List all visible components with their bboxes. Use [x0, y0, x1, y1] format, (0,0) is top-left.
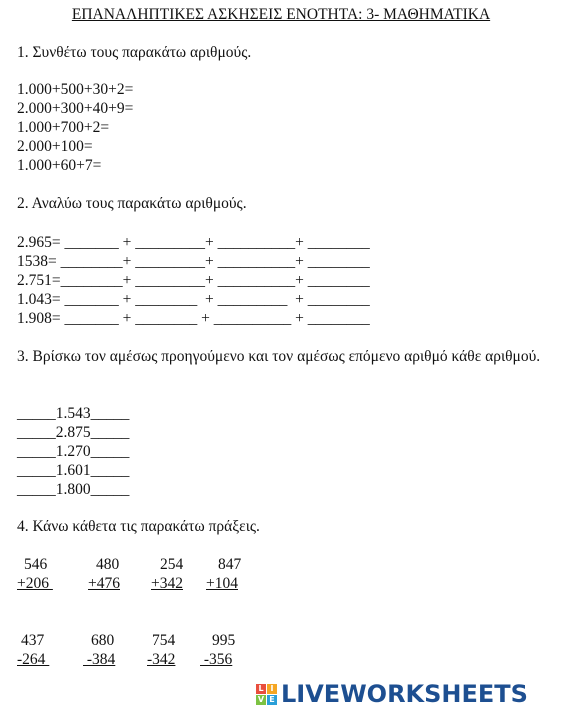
addition-top-number: 847: [218, 556, 242, 573]
addition-top-number: 480: [96, 556, 120, 573]
live-icon: [256, 684, 277, 705]
exercise1-item: 1.000+700+2=: [17, 119, 110, 136]
exercise1-item: 2.000+100=: [17, 138, 93, 155]
liveworksheets-logo: [256, 680, 528, 708]
exercise3-item[interactable]: _____1.270_____: [17, 443, 130, 460]
addition-bottom-number: +476: [88, 575, 120, 592]
exercise2-item[interactable]: 1538= ________+ _________+ __________+ ________: [17, 253, 370, 270]
addition-bottom-number: +342: [151, 575, 183, 592]
addition-bottom-number: +104: [206, 575, 238, 592]
page-title: ΕΠΑΝΑΛΗΠΤΙΚΕΣ ΑΣΚΗΣΕΙΣ ΕΝΟΤΗΤΑ: 3- ΜΑΘΗΜΑΤΙΚΑ: [71, 6, 491, 23]
subtraction-bottom-number: -384: [83, 651, 116, 668]
subtraction-top-number: 995: [212, 632, 236, 649]
exercise1-heading: 1. Συνθέτω τους παρακάτω αριθμούς.: [17, 44, 252, 61]
subtraction-top-number: 437: [21, 632, 45, 649]
exercise4-heading: 4. Κάνω κάθετα τις παρακάτω πράξεις.: [17, 518, 260, 535]
subtraction-top-number: 680: [91, 632, 115, 649]
logo-text: LIVEWORKSHEETS: [281, 680, 528, 708]
logo-letter-v: V: [257, 694, 265, 704]
subtraction-top-number: 754: [152, 632, 176, 649]
exercise1-item: 1.000+500+30+2=: [17, 81, 134, 98]
exercise2-item[interactable]: 1.043= _______ + ________ + _________ + ________: [17, 291, 370, 308]
addition-top-number: 254: [160, 556, 184, 573]
exercise2-heading: 2. Αναλύω τους παρακάτω αριθμούς.: [17, 195, 247, 212]
subtraction-bottom-number: -342: [147, 651, 176, 668]
exercise2-item[interactable]: 1.908= _______ + ________ + __________ + ________: [17, 310, 370, 327]
exercise1-item: 2.000+300+40+9=: [17, 100, 134, 117]
exercise3-item[interactable]: _____2.875_____: [17, 424, 130, 441]
logo-letter-e: E: [267, 695, 277, 705]
exercise2-item[interactable]: 2.751=________+ _________+ __________+ ________: [17, 272, 370, 289]
exercise1-item: 1.000+60+7=: [17, 157, 102, 174]
exercise2-item[interactable]: 2.965= _______ + _________+ __________+ ________: [17, 234, 370, 251]
exercise3-item[interactable]: _____1.601_____: [17, 462, 130, 479]
addition-bottom-number: +206: [17, 575, 53, 592]
exercise3-item[interactable]: _____1.543_____: [17, 405, 130, 422]
subtraction-bottom-number: -356: [200, 651, 233, 668]
addition-top-number: 546: [24, 556, 48, 573]
subtraction-bottom-number: -264: [17, 651, 50, 668]
logo-letter-i: I: [267, 684, 277, 694]
exercise3-heading: 3. Βρίσκω τον αμέσως προηγούμενο και τον αμέσως επόμενο αριθμό κάθε αριθμού.: [17, 348, 541, 365]
logo-letter-l: L: [256, 684, 266, 694]
exercise3-item[interactable]: _____1.800_____: [17, 481, 130, 498]
